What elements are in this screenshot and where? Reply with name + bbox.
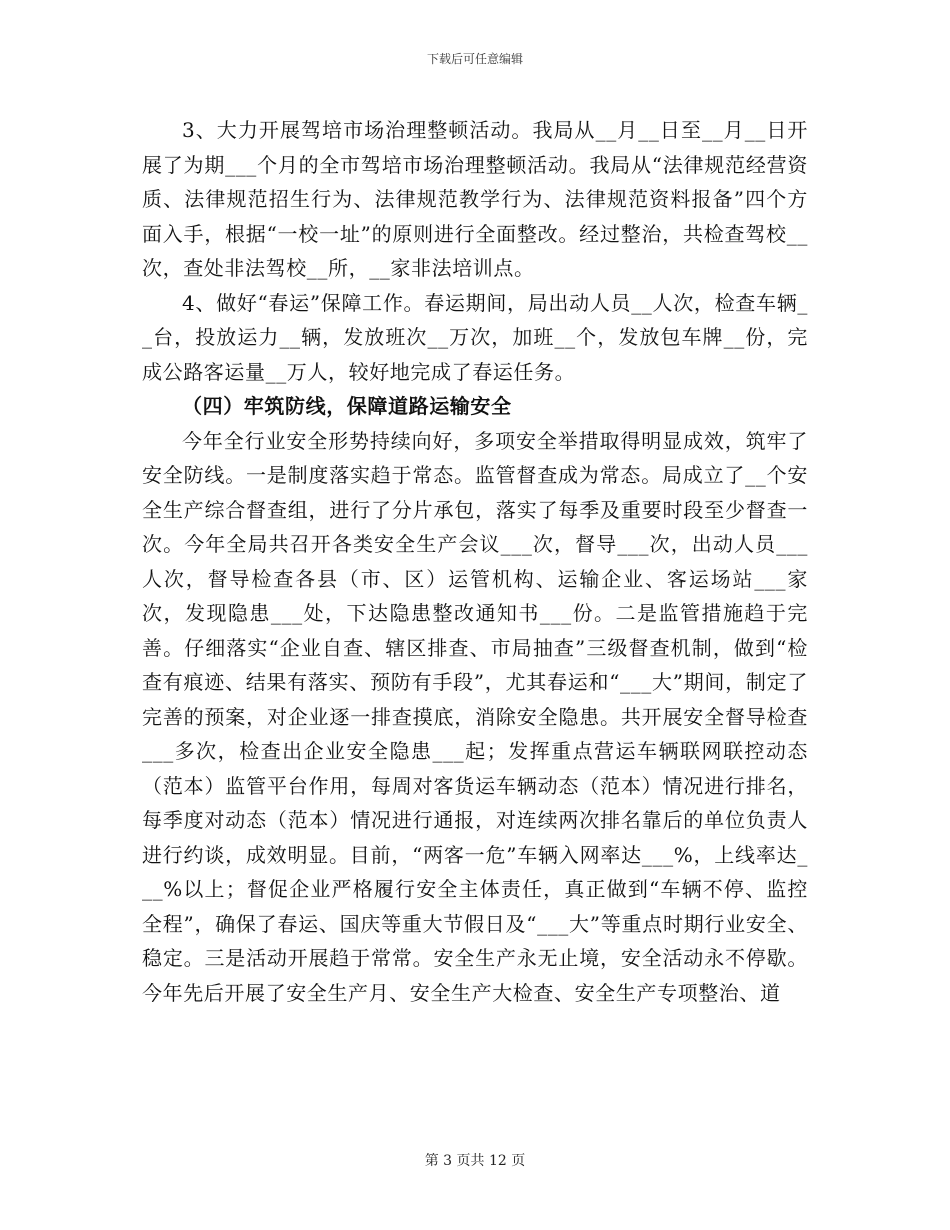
paragraph-safety-situation: 今年全行业安全形势持续向好，多项安全举措取得明显成效，筑牢了安全防线。一是制度落实趋于常态。监管督查成为常态。局成立了__个安全生产综合督查组，进行了分片承包，落实了每季及重要时段至少督查一次。今年全局共召开各类安全生产会议___次，督导___次，出动人员___人次，督导检查各县（市、区）运管机构、运输企业、客运场站___家次，发现隐患___处，下达隐患整改通知书___份。二是监管措施趋于完善。仔细落实“企业自查、辖区排查、市局抽查”三级督查机制，做到“检查有痕迹、结果有落实、预防有手段”，尤其春运和“___大”期间，制定了完善的预案，对企业逐一排查摸底，消除安全隐患。共开展安全督导检查___多次，检查出企业安全隐患___起；发挥重点营运车辆联网联控动态（范本）监管平台作用，每周对客货运车辆动态（范本）情况进行排名，每季度对动态（范本）情况进行通报，对连续两次排名靠后的单位负责人进行约谈，成效明显。目前，“两客一危”车辆入网率达___%，上线率达___%以上；督促企业严格履行安全主体责任，真正做到“车辆不停、监控全程”，确保了春运、国庆等重大节假日及“___大”等重点时期行业安全、稳定。三是活动开展趋于常常。安全生产永无止境，安全活动永不停歇。今年先后开展了安全生产月、安全生产大检查、安全生产专项整治、道 [142,428,808,1005]
page-number-footer: 第 3 页共 12 页 [424,1153,526,1169]
header-note: 下载后可任意编辑 [426,52,523,66]
paragraph-spring-transport: 4、做好“春运”保障工作。春运期间，局出动人员__人次，检查车辆__台，投放运力__辆，发放班次__万次，加班__个，发放包车牌__份，完成公路客运量__万人，较好地完成了春运任务。 [142,290,808,384]
paragraph-driving-school-rectification: 3、大力开展驾培市场治理整顿活动。我局从__月__日至__月__日开展了为期___个月的全市驾培市场治理整顿活动。我局从“法律规范经营资质、法律规范招生行为、法律规范教学行为、法律规范资料报备”四个方面入手，根据“一校一址”的原则进行全面整改。经过整治，共检查驾校__次，查处非法驾校__所，__家非法培训点。 [142,118,808,280]
section-heading-safety: （四）牢筑防线，保障道路运输安全 [182,394,512,418]
document-body [142,113,808,1010]
